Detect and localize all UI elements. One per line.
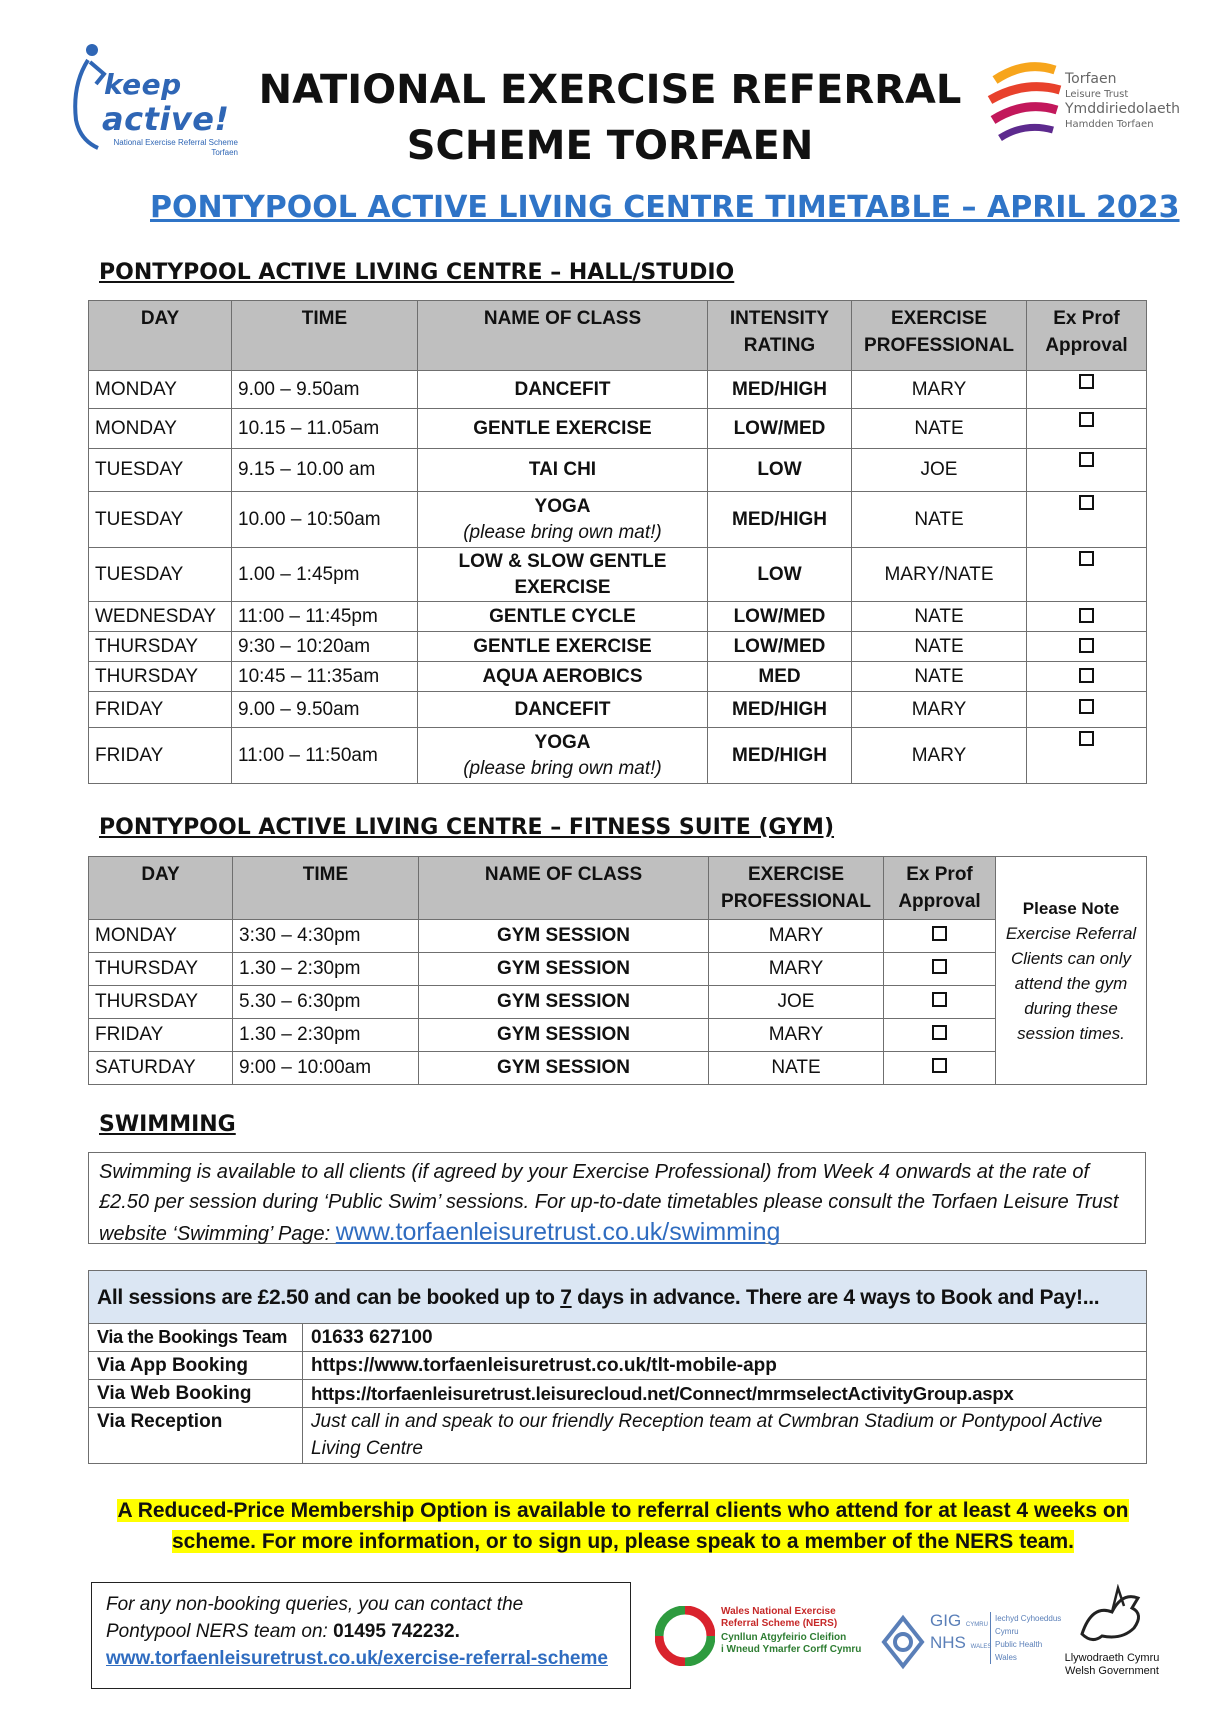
cell-intensity: LOW/MED <box>708 602 852 632</box>
cell-time: 9.00 – 9.50am <box>232 692 418 728</box>
gym-header-row <box>89 857 1147 920</box>
torfaen-logo-line1: Torfaen <box>1065 71 1117 87</box>
cell-approval <box>1027 548 1147 602</box>
ph-line1: Iechyd Cyhoeddus <box>995 1614 1062 1623</box>
approval-checkbox[interactable] <box>1079 495 1094 510</box>
approval-checkbox[interactable] <box>1079 668 1094 683</box>
booking-row <box>89 1352 1147 1380</box>
cell-time: 9.15 – 10.00 am <box>232 449 418 492</box>
col-intensity <box>708 301 852 371</box>
cell-professional: JOE <box>709 986 884 1019</box>
welsh-gov-text <box>1052 1652 1172 1678</box>
cell-time: 1.30 – 2:30pm <box>233 1019 419 1052</box>
col-prof-l1: EXERCISE <box>747 864 845 885</box>
gov-line1: Llywodraeth Cymru <box>1064 1652 1160 1664</box>
ners-line2: Referral Scheme (NERS) <box>721 1618 838 1629</box>
ners-emblem-icon <box>655 1606 715 1666</box>
cell-approval <box>1027 449 1147 492</box>
ners-line4: i Wneud Ymarfer Corff Cymru <box>721 1644 862 1655</box>
table-row <box>89 1019 1147 1052</box>
col-prof-l2: PROFESSIONAL <box>864 335 1014 356</box>
col-intensity-l1: INTENSITY <box>729 308 830 329</box>
ners-line1: Wales National Exercise <box>721 1606 836 1617</box>
cell-approval <box>884 1052 996 1085</box>
logo-caption-line2: Torfaen <box>211 148 238 157</box>
class-name-text: LOW & SLOW GENTLE <box>458 550 667 572</box>
swoosh-icon <box>985 60 1065 150</box>
ners-text-cy <box>721 1632 861 1656</box>
approval-checkbox[interactable] <box>1079 608 1094 623</box>
approval-checkbox[interactable] <box>1079 551 1094 566</box>
col-prof-l2: PROFESSIONAL <box>721 891 871 912</box>
cell-day: MONDAY <box>89 920 233 953</box>
cell-class-name: AQUA AEROBICS <box>418 662 708 692</box>
class-name-text: YOGA <box>534 731 591 753</box>
cell-day: TUESDAY <box>89 548 232 602</box>
cell-time: 11:00 – 11:50am <box>232 728 418 784</box>
cell-approval <box>1027 409 1147 449</box>
main-title <box>250 62 970 174</box>
cell-intensity: MED/HIGH <box>708 728 852 784</box>
booking-method-label: Via the Bookings Team <box>89 1324 303 1352</box>
class-name-text: YOGA <box>534 495 591 517</box>
cell-time: 10.15 – 11.05am <box>232 409 418 449</box>
contact-phone[interactable]: 01495 742232. <box>333 1621 460 1642</box>
cell-professional: MARY <box>709 1019 884 1052</box>
booking-header-text-2: days in advance. There are 4 ways to Book and Pay!... <box>571 1285 1100 1309</box>
nhs-public-health-logo <box>880 1608 1062 1680</box>
cell-approval <box>1027 728 1147 784</box>
cell-time: 1.30 – 2:30pm <box>233 953 419 986</box>
col-approval-l1: Ex Prof <box>906 864 973 885</box>
table-row <box>89 449 1147 492</box>
cell-day: THURSDAY <box>89 953 233 986</box>
approval-checkbox[interactable] <box>1079 412 1094 427</box>
cell-professional: MARY <box>852 728 1027 784</box>
swimming-text: Swimming is available to all clients (if agreed by your Exercise Professional) from Week 4 onwards at the rate of £2.50 per session during ‘Public Swim’ sessions. For up-to-date timetables please consult the Torfaen Leisure Trust website ‘Swimming’ Page: <box>99 1161 1119 1245</box>
table-row <box>89 602 1147 632</box>
hall-timetable <box>88 300 1147 784</box>
cell-approval <box>884 1019 996 1052</box>
torfaen-leisure-trust-logo <box>985 60 1185 150</box>
contact-line2: Pontypool NERS team on: <box>106 1621 334 1642</box>
cell-class-name: GYM SESSION <box>419 1019 709 1052</box>
reduced-price-notice <box>100 1495 1146 1557</box>
cell-professional: MARY <box>709 953 884 986</box>
reduced-line1: A Reduced-Price Membership Option is available to referral clients who attend for at least 4 weeks on <box>117 1499 1129 1522</box>
cell-class-name <box>418 492 708 548</box>
torfaen-logo-line4: Hamdden Torfaen <box>1065 119 1154 130</box>
col-class-name: NAME OF CLASS <box>418 301 708 371</box>
cell-intensity: LOW/MED <box>708 632 852 662</box>
approval-checkbox[interactable] <box>1079 452 1094 467</box>
cell-time: 5.30 – 6:30pm <box>233 986 419 1019</box>
cell-time: 9:00 – 10:00am <box>233 1052 419 1085</box>
booking-row <box>89 1380 1147 1408</box>
booking-header <box>89 1271 1147 1324</box>
contact-line1: For any non-booking queries, you can contact the <box>106 1594 524 1615</box>
approval-checkbox[interactable] <box>1079 374 1094 389</box>
hall-header-row <box>89 301 1147 371</box>
cell-professional: NATE <box>709 1052 884 1085</box>
cell-intensity: MED <box>708 662 852 692</box>
col-approval <box>884 857 996 920</box>
booking-header-row <box>89 1271 1147 1324</box>
booking-app-link[interactable]: https://www.torfaenleisuretrust.co.uk/tlt-mobile-app <box>303 1352 1147 1380</box>
table-row <box>89 1052 1147 1085</box>
cell-intensity: MED/HIGH <box>708 692 852 728</box>
col-class-name: NAME OF CLASS <box>419 857 709 920</box>
swimming-info <box>88 1152 1146 1244</box>
table-row <box>89 920 1147 953</box>
table-row <box>89 371 1147 409</box>
dragon-icon <box>1072 1584 1152 1650</box>
cell-time: 11:00 – 11:45pm <box>232 602 418 632</box>
table-row <box>89 548 1147 602</box>
ners-text-en <box>721 1606 837 1630</box>
approval-checkbox[interactable] <box>1079 638 1094 653</box>
torfaen-logo-line2: Leisure Trust <box>1065 89 1129 100</box>
cell-professional: MARY <box>852 371 1027 409</box>
cell-class-name: GYM SESSION <box>419 1052 709 1085</box>
cell-class-name: GYM SESSION <box>419 920 709 953</box>
cell-intensity: LOW/MED <box>708 409 852 449</box>
cell-time: 10:45 – 11:35am <box>232 662 418 692</box>
logo-caption <box>98 138 238 158</box>
ph-line2: Cymru <box>995 1627 1019 1636</box>
cell-approval <box>884 920 996 953</box>
cell-approval <box>1027 632 1147 662</box>
cell-time: 9:30 – 10:20am <box>232 632 418 662</box>
gov-line2: Welsh Government <box>1065 1665 1159 1677</box>
torfaen-logo-line3: Ymddiriedolaeth <box>1065 101 1181 117</box>
class-note: (please bring own mat!) <box>463 521 662 543</box>
table-row <box>89 986 1147 1019</box>
main-title-line2: SCHEME TORFAEN <box>406 123 814 169</box>
cell-class-name: GYM SESSION <box>419 986 709 1019</box>
class-name-text-2: EXERCISE <box>514 576 611 598</box>
table-row <box>89 409 1147 449</box>
cell-day: THURSDAY <box>89 662 232 692</box>
cell-professional: NATE <box>852 409 1027 449</box>
contact-box <box>91 1582 631 1689</box>
col-prof-l1: EXERCISE <box>890 308 988 329</box>
col-day: DAY <box>89 301 232 371</box>
public-health-text <box>990 1612 1061 1664</box>
approval-checkbox[interactable] <box>932 992 947 1007</box>
cell-time: 3:30 – 4:30pm <box>233 920 419 953</box>
ph-line4: Wales <box>995 1653 1017 1662</box>
ners-logo <box>655 1598 870 1678</box>
cell-class-name: GENTLE EXERCISE <box>418 409 708 449</box>
timetable-subtitle: PONTYPOOL ACTIVE LIVING CENTRE TIMETABLE – APRIL 2023 <box>150 190 1180 225</box>
cell-intensity: LOW <box>708 449 852 492</box>
gym-section-title: PONTYPOOL ACTIVE LIVING CENTRE – FITNESS SUITE (GYM) <box>99 815 835 840</box>
cell-time: 1.00 – 1:45pm <box>232 548 418 602</box>
table-row <box>89 632 1147 662</box>
cell-intensity: MED/HIGH <box>708 371 852 409</box>
cell-day: THURSDAY <box>89 632 232 662</box>
logo-caption-line1: National Exercise Referral Scheme <box>113 138 238 147</box>
cell-approval <box>1027 371 1147 409</box>
approval-checkbox[interactable] <box>1079 699 1094 714</box>
ph-line3: Public Health <box>995 1640 1043 1649</box>
cell-professional: NATE <box>852 602 1027 632</box>
col-professional <box>709 857 884 920</box>
col-professional <box>852 301 1027 371</box>
cell-class-name: TAI CHI <box>418 449 708 492</box>
cell-day: FRIDAY <box>89 1019 233 1052</box>
table-row <box>89 692 1147 728</box>
cell-day: FRIDAY <box>89 692 232 728</box>
cell-intensity: LOW <box>708 548 852 602</box>
cell-day: MONDAY <box>89 409 232 449</box>
cell-approval <box>1027 602 1147 632</box>
nhs-knot-icon <box>880 1614 926 1670</box>
booking-method-label: Via Reception <box>89 1408 303 1464</box>
main-title-line1: NATIONAL EXERCISE REFERRAL <box>258 67 962 113</box>
approval-checkbox[interactable] <box>1079 731 1094 746</box>
cymru-text: CYMRU <box>965 1622 988 1628</box>
cell-class-name <box>418 728 708 784</box>
col-approval-l1: Ex Prof <box>1053 308 1120 329</box>
nhs-text: NHS <box>930 1633 966 1652</box>
table-row <box>89 728 1147 784</box>
cell-approval <box>1027 492 1147 548</box>
wales-text: WALES <box>970 1644 992 1650</box>
reduced-line2: scheme. For more information, or to sign up, please speak to a member of the NERS team. <box>171 1530 1075 1553</box>
approval-checkbox[interactable] <box>932 1025 947 1040</box>
booking-row <box>89 1408 1147 1464</box>
cell-time: 9.00 – 9.50am <box>232 371 418 409</box>
booking-web-link[interactable]: https://torfaenleisuretrust.leisurecloud.net/Connect/mrmselectActivityGroup.aspx <box>303 1380 1147 1408</box>
cell-approval <box>1027 692 1147 728</box>
booking-days: 7 <box>560 1285 572 1309</box>
col-approval-l2: Approval <box>1045 335 1128 356</box>
booking-reception-text: Just call in and speak to our friendly Reception team at Cwmbran Stadium or Pontypool Active Living Centre <box>303 1408 1147 1464</box>
cell-professional: NATE <box>852 492 1027 548</box>
col-approval-l2: Approval <box>898 891 981 912</box>
gym-note <box>996 857 1147 1085</box>
booking-row <box>89 1324 1147 1352</box>
cell-intensity: MED/HIGH <box>708 492 852 548</box>
swimming-link[interactable]: www.torfaenleisuretrust.co.uk/swimming <box>335 1218 781 1246</box>
booking-table <box>88 1270 1147 1464</box>
cell-professional: NATE <box>852 662 1027 692</box>
gym-note-body: Exercise Referral Clients can only attend the gym during these session times. <box>1005 923 1137 1043</box>
logo-word-keep: keep <box>104 68 182 101</box>
class-note: (please bring own mat!) <box>463 757 662 779</box>
nhs-wordmark <box>930 1612 991 1656</box>
gig-text: GIG <box>930 1611 962 1630</box>
hall-section-title: PONTYPOOL ACTIVE LIVING CENTRE – HALL/STUDIO <box>99 260 735 285</box>
cell-day: MONDAY <box>89 371 232 409</box>
col-time: TIME <box>232 301 418 371</box>
contact-url[interactable]: www.torfaenleisuretrust.co.uk/exercise-referral-scheme <box>106 1648 608 1669</box>
welsh-government-logo <box>1052 1584 1172 1684</box>
cell-class-name: GYM SESSION <box>419 953 709 986</box>
cell-day: WEDNESDAY <box>89 602 232 632</box>
booking-method-label: Via Web Booking <box>89 1380 303 1408</box>
approval-checkbox[interactable] <box>932 959 947 974</box>
col-approval <box>1027 301 1147 371</box>
cell-class-name: GENTLE EXERCISE <box>418 632 708 662</box>
gym-timetable <box>88 856 1147 1085</box>
booking-header-text: All sessions are £2.50 and can be booked up to <box>97 1285 561 1309</box>
cell-class-name: DANCEFIT <box>418 371 708 409</box>
ners-line3: Cynllun Atgyfeirio Cleifion <box>721 1632 847 1643</box>
col-day: DAY <box>89 857 233 920</box>
cell-professional: MARY/NATE <box>852 548 1027 602</box>
logo-word-active: active! <box>102 100 230 138</box>
cell-professional: MARY <box>709 920 884 953</box>
cell-approval <box>1027 662 1147 692</box>
cell-approval <box>884 986 996 1019</box>
gym-note-title: Please Note <box>1022 898 1120 918</box>
table-row <box>89 953 1147 986</box>
cell-class-name: GENTLE CYCLE <box>418 602 708 632</box>
keep-active-logo <box>68 40 253 160</box>
table-row <box>89 492 1147 548</box>
table-row <box>89 662 1147 692</box>
cell-professional: NATE <box>852 632 1027 662</box>
approval-checkbox[interactable] <box>932 1058 947 1073</box>
cell-approval <box>884 953 996 986</box>
cell-day: TUESDAY <box>89 492 232 548</box>
approval-checkbox[interactable] <box>932 926 947 941</box>
cell-day: THURSDAY <box>89 986 233 1019</box>
cell-class-name <box>418 548 708 602</box>
cell-time: 10.00 – 10:50am <box>232 492 418 548</box>
cell-professional: MARY <box>852 692 1027 728</box>
swimming-title: SWIMMING <box>99 1112 236 1137</box>
cell-day: FRIDAY <box>89 728 232 784</box>
cell-class-name: DANCEFIT <box>418 692 708 728</box>
cell-professional: JOE <box>852 449 1027 492</box>
cell-day: SATURDAY <box>89 1052 233 1085</box>
booking-phone[interactable]: 01633 627100 <box>303 1324 1147 1352</box>
col-intensity-l2: RATING <box>743 335 816 356</box>
cell-day: TUESDAY <box>89 449 232 492</box>
col-time: TIME <box>233 857 419 920</box>
booking-method-label: Via App Booking <box>89 1352 303 1380</box>
